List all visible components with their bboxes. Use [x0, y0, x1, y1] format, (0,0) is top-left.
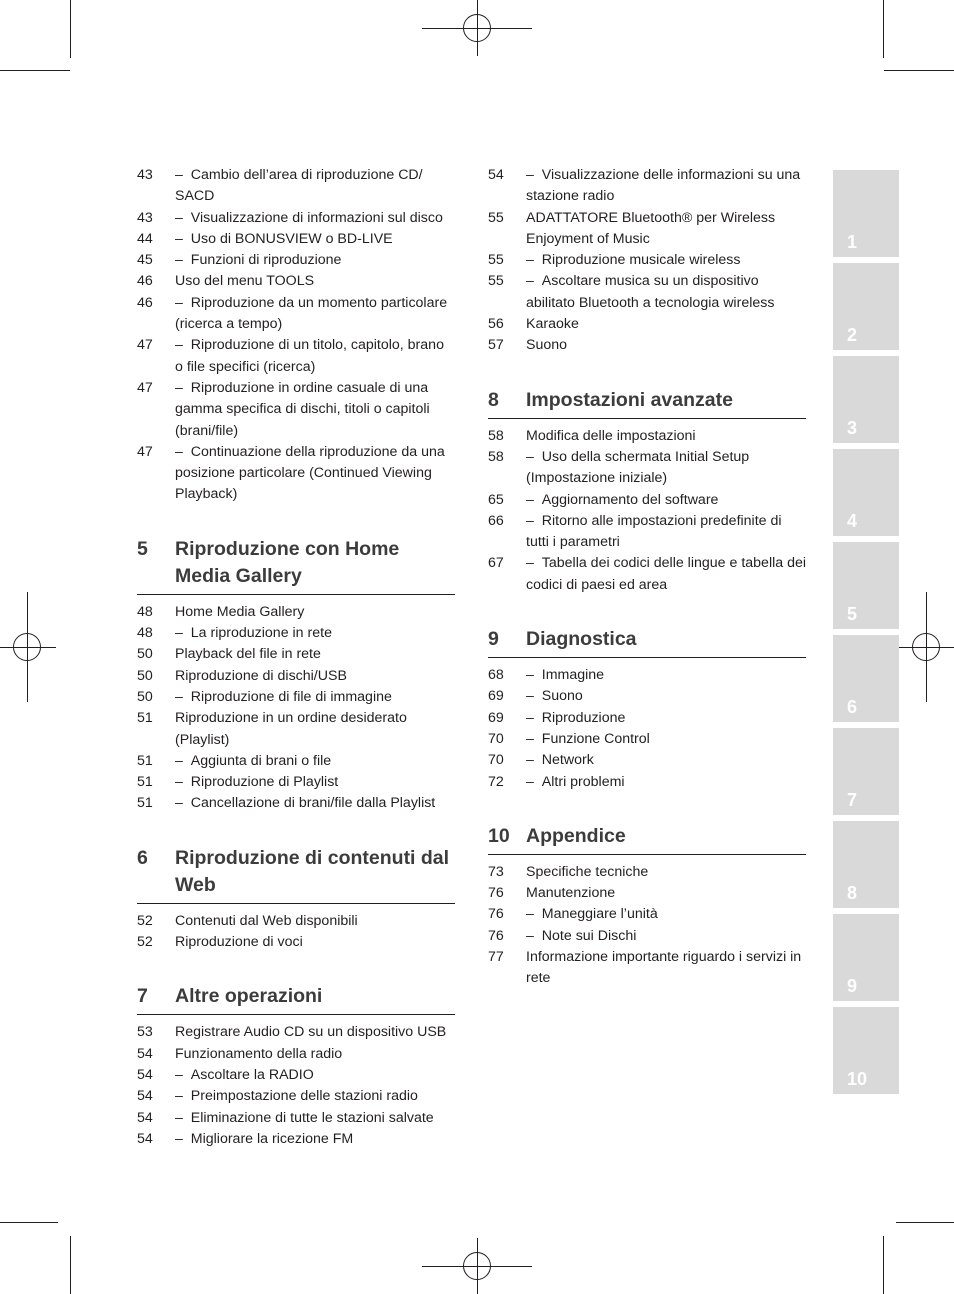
toc-page-number: 54: [137, 1066, 153, 1083]
toc-right-column: [488, 165, 806, 990]
toc-entry-text: Contenuti dal Web disponibili: [175, 912, 358, 929]
section-heading[interactable]: [137, 536, 455, 595]
section-number: 8: [488, 388, 499, 411]
toc-entry[interactable]: [488, 335, 806, 356]
chapter-tab[interactable]: [833, 170, 899, 257]
toc-entry-text: Suono: [526, 337, 568, 354]
toc-entry-text: – Ritorno alle impostazioni predefinite di tutti i parametri: [526, 511, 806, 554]
registration-circle: [912, 633, 940, 661]
toc-entry[interactable]: [488, 904, 806, 925]
toc-entry-text: Informazione importante riguardo i servizi in rete: [526, 949, 802, 987]
toc-section-list: [137, 536, 455, 1150]
toc-entry-text: – Riproduzione di file di immagine: [175, 687, 455, 708]
toc-page-number: 54: [137, 1130, 153, 1147]
crop-mark: [884, 70, 954, 71]
toc-page-number: 70: [488, 752, 504, 769]
registration-circle: [463, 1252, 491, 1280]
toc-entry-text: – Visualizzazione di informazioni sul disco: [175, 208, 455, 229]
chapter-tab[interactable]: [833, 356, 899, 443]
toc-entry-text: Uso del menu TOOLS: [175, 273, 315, 290]
toc-entry[interactable]: [137, 644, 455, 665]
toc-page-number: 47: [137, 443, 153, 460]
toc-entry-text: – Aggiunta di brani o file: [175, 751, 455, 772]
toc-entry-text: – Eliminazione di tutte le stazioni salvate: [175, 1108, 455, 1129]
toc-entry-text: – Cancellazione di brani/file dalla Playlist: [175, 793, 455, 814]
section-title: Impostazioni avanzate: [526, 388, 733, 411]
toc-section: [488, 626, 806, 793]
toc-page-number: 51: [137, 710, 153, 727]
toc-page-number: 65: [488, 491, 504, 508]
toc-page-number: 70: [488, 730, 504, 747]
toc-entry[interactable]: [137, 932, 455, 953]
toc-entry-text: – Riproduzione di Playlist: [175, 772, 455, 793]
toc-entry-text: – Preimpostazione delle stazioni radio: [175, 1086, 455, 1107]
toc-page-number: 58: [488, 427, 504, 444]
chapter-tab-label: 4: [847, 511, 858, 531]
toc-page-number: 73: [488, 863, 504, 880]
toc-entry[interactable]: [488, 250, 806, 271]
toc-entry[interactable]: [488, 426, 806, 447]
toc-page-number: 58: [488, 448, 504, 465]
chapter-tab-label: 1: [847, 232, 858, 252]
section-title: Riproduzione di contenuti dal Web: [175, 846, 450, 896]
toc-entry[interactable]: [137, 335, 455, 378]
toc-page-number: 57: [488, 337, 504, 354]
toc-page-number: 76: [488, 906, 504, 923]
toc-entry-text: Funzionamento della radio: [175, 1045, 343, 1062]
crop-mark: [0, 1222, 58, 1223]
toc-entry[interactable]: [137, 1129, 455, 1150]
toc-section: [488, 387, 806, 596]
crop-mark: [70, 1236, 71, 1294]
toc-page-number: 46: [137, 294, 153, 311]
toc-entry[interactable]: [137, 271, 455, 292]
toc-entry-text: – Cambio dell’area di riproduzione CD/ SACD: [175, 165, 455, 208]
toc-entry-text: – Riproduzione musicale wireless: [526, 250, 806, 271]
toc-entry[interactable]: [488, 947, 806, 990]
toc-entry[interactable]: [137, 666, 455, 687]
toc-page-number: 47: [137, 337, 153, 354]
toc-entry[interactable]: [488, 165, 806, 208]
section-heading[interactable]: [137, 983, 455, 1015]
toc-entry[interactable]: [137, 165, 455, 208]
toc-section: [137, 845, 455, 954]
toc-page-number: 54: [137, 1109, 153, 1126]
chapter-tab[interactable]: [833, 635, 899, 722]
toc-entry-list: [137, 165, 455, 506]
toc-page-number: 52: [137, 912, 153, 929]
toc-entry-text: – Immagine: [526, 665, 806, 686]
toc-entry-text: Karaoke: [526, 316, 579, 333]
chapter-tab-label: 2: [847, 325, 858, 345]
toc-entry-text: Manutenzione: [526, 885, 616, 902]
toc-entry[interactable]: [137, 1065, 455, 1086]
toc-entry-text: – Maneggiare l’unità: [526, 904, 806, 925]
chapter-tab-label: 10: [847, 1069, 868, 1089]
toc-entry[interactable]: [488, 862, 806, 883]
toc-page-number: 45: [137, 252, 153, 269]
toc-entry-text: – Network: [526, 750, 806, 771]
toc-page-number: 50: [137, 667, 153, 684]
toc-entry[interactable]: [137, 1108, 455, 1129]
toc-entry[interactable]: [488, 511, 806, 554]
toc-page-number: 55: [488, 252, 504, 269]
toc-page-number: 55: [488, 273, 504, 290]
toc-page-number: 50: [137, 646, 153, 663]
section-heading[interactable]: [488, 626, 806, 658]
toc-page-number: 54: [137, 1088, 153, 1105]
chapter-tab[interactable]: [833, 914, 899, 1001]
toc-entry-text: – Riproduzione di un titolo, capitolo, brano o file specifici (ricerca): [175, 335, 455, 378]
toc-page-number: 77: [488, 949, 504, 966]
toc-entry-text: Registrare Audio CD su un dispositivo USB: [175, 1024, 447, 1041]
toc-page-number: 68: [488, 667, 504, 684]
section-title: Riproduzione con Home Media Gallery: [175, 537, 400, 587]
toc-entry[interactable]: [488, 490, 806, 511]
chapter-tab[interactable]: [833, 542, 899, 629]
toc-entry-text: – Visualizzazione delle informazioni su una stazione radio: [526, 165, 806, 208]
toc-page-number: 43: [137, 209, 153, 226]
toc-entry[interactable]: [488, 750, 806, 771]
toc-entry-text: – Continuazione della riproduzione da una posizione particolare (Continued Viewing Playback): [175, 442, 455, 506]
toc-entry[interactable]: [137, 602, 455, 623]
toc-page-number: 43: [137, 167, 153, 183]
toc-entry[interactable]: [137, 208, 455, 229]
section-heading[interactable]: [488, 823, 806, 855]
section-number: 9: [488, 628, 499, 651]
section-heading[interactable]: [488, 387, 806, 419]
toc-entry[interactable]: [488, 729, 806, 750]
toc-entry-text: – Riproduzione da un momento particolare (ricerca a tempo): [175, 293, 455, 336]
toc-entry-text: – Riproduzione in ordine casuale di una gamma specifica di dischi, titoli o capitoli (brani/file): [175, 378, 455, 442]
toc-entry[interactable]: [488, 553, 806, 596]
toc-page-number: 50: [137, 688, 153, 705]
toc-entry[interactable]: [137, 687, 455, 708]
toc-entry[interactable]: [137, 772, 455, 793]
toc-entry[interactable]: [137, 793, 455, 814]
registration-circle: [463, 14, 491, 42]
chapter-tab-label: 9: [847, 976, 858, 996]
section-number: 5: [137, 537, 148, 560]
toc-entry-text: – Uso di BONUSVIEW o BD-LIVE: [175, 229, 455, 250]
chapter-tab-label: 6: [847, 697, 858, 717]
chapter-tabs: [833, 170, 899, 1100]
toc-page-number: 69: [488, 709, 504, 726]
chapter-tab[interactable]: [833, 263, 899, 350]
toc-page-number: 76: [488, 885, 504, 902]
toc-page-number: 52: [137, 934, 153, 951]
toc-page-number: 44: [137, 230, 153, 247]
toc-entry[interactable]: [137, 751, 455, 772]
toc-entry[interactable]: [137, 911, 455, 932]
toc-entry-text: – Tabella dei codici delle lingue e tabella dei codici di paesi ed area: [526, 553, 806, 596]
chapter-tab[interactable]: [833, 728, 899, 815]
crop-mark: [883, 0, 884, 58]
toc-section: [137, 536, 455, 815]
section-heading[interactable]: [137, 845, 455, 904]
toc-page-number: 51: [137, 774, 153, 791]
section-number: 6: [137, 846, 148, 869]
chapter-tab[interactable]: [833, 1007, 899, 1094]
toc-entry[interactable]: [137, 229, 455, 250]
toc-entry[interactable]: [488, 708, 806, 729]
toc-section-list: [488, 387, 806, 990]
toc-entry-text: – Riproduzione: [526, 708, 806, 729]
toc-entry[interactable]: [137, 623, 455, 644]
toc-page-number: 47: [137, 379, 153, 396]
toc-page-number: 55: [488, 209, 504, 226]
toc-page-number: 67: [488, 555, 504, 572]
chapter-tab-label: 7: [847, 790, 858, 810]
toc-page-number: 48: [137, 625, 153, 642]
toc-entry-list: [488, 165, 806, 357]
chapter-tab-label: 5: [847, 604, 858, 624]
toc-entry[interactable]: [488, 926, 806, 947]
section-title: Diagnostica: [526, 628, 637, 651]
toc-entry-text: ADATTATORE Bluetooth® per Wireless Enjoyment of Music: [526, 209, 776, 247]
toc-page-number: 66: [488, 512, 504, 529]
toc-entry[interactable]: [137, 250, 455, 271]
section-number: 7: [137, 985, 148, 1008]
toc-page-number: 51: [137, 795, 153, 812]
toc-entry[interactable]: [137, 293, 455, 336]
toc-entry-text: Riproduzione di dischi/USB: [175, 667, 347, 684]
toc-page-number: 48: [137, 603, 153, 620]
toc-entry-text: – Funzioni di riproduzione: [175, 250, 455, 271]
toc-entry-text: – La riproduzione in rete: [175, 623, 455, 644]
toc-page-number: 72: [488, 773, 504, 790]
toc-entry[interactable]: [137, 442, 455, 506]
toc-entry-text: Riproduzione in un ordine desiderato (Playlist): [175, 710, 407, 748]
toc-section: [488, 823, 806, 990]
toc-entry[interactable]: [137, 708, 455, 751]
toc-entry[interactable]: [488, 772, 806, 793]
toc-entry[interactable]: [488, 314, 806, 335]
toc-left-column: [137, 165, 455, 1150]
toc-entry-text: – Ascoltare la RADIO: [175, 1065, 455, 1086]
toc-entry[interactable]: [137, 1044, 455, 1065]
toc-page-number: 54: [488, 167, 504, 183]
toc-entry[interactable]: [488, 883, 806, 904]
toc-entry[interactable]: [137, 1022, 455, 1043]
toc-entry-text: Riproduzione di voci: [175, 934, 303, 951]
crop-mark: [896, 1222, 954, 1223]
toc-entry-text: – Ascoltare musica su un dispositivo abilitato Bluetooth a tecnologia wireless: [526, 271, 806, 314]
section-title: Appendice: [526, 824, 626, 847]
toc-page-number: 76: [488, 927, 504, 944]
toc-page-number: 56: [488, 316, 504, 333]
toc-entry-text: – Funzione Control: [526, 729, 806, 750]
toc-page-number: 53: [137, 1024, 153, 1041]
toc-page-number: 69: [488, 688, 504, 705]
toc-entry-text: – Note sui Dischi: [526, 926, 806, 947]
toc-entry[interactable]: [488, 686, 806, 707]
toc-entry-text: – Aggiornamento del software: [526, 490, 806, 511]
toc-entry-text: Playback del file in rete: [175, 646, 321, 663]
toc-entry-text: – Suono: [526, 686, 806, 707]
section-number: 10: [488, 824, 510, 847]
toc-entry[interactable]: [137, 1086, 455, 1107]
toc-entry-text: Home Media Gallery: [175, 603, 305, 620]
chapter-tab-label: 8: [847, 883, 858, 903]
crop-mark: [0, 70, 70, 71]
chapter-tab[interactable]: [833, 449, 899, 536]
toc-entry[interactable]: [488, 447, 806, 490]
toc-page-number: 46: [137, 273, 153, 290]
chapter-tab[interactable]: [833, 821, 899, 908]
toc-entry-text: Specifiche tecniche: [526, 863, 649, 880]
crop-mark: [70, 0, 71, 58]
crop-mark: [883, 1236, 884, 1294]
section-title: Altre operazioni: [175, 985, 323, 1008]
toc-entry-text: – Altri problemi: [526, 772, 806, 793]
toc-page-number: 51: [137, 752, 153, 769]
toc-page-number: 54: [137, 1045, 153, 1062]
toc-entry-text: Modifica delle impostazioni: [526, 427, 696, 444]
toc-entry-text: – Uso della schermata Initial Setup (Impostazione iniziale): [526, 447, 806, 490]
chapter-tab-label: 3: [847, 418, 858, 438]
toc-section: [137, 983, 455, 1150]
toc-entry-text: – Migliorare la ricezione FM: [175, 1129, 455, 1150]
toc-entry[interactable]: [137, 378, 455, 442]
registration-circle: [13, 633, 41, 661]
toc-entry[interactable]: [488, 271, 806, 314]
toc-entry[interactable]: [488, 665, 806, 686]
toc-entry[interactable]: [488, 208, 806, 251]
